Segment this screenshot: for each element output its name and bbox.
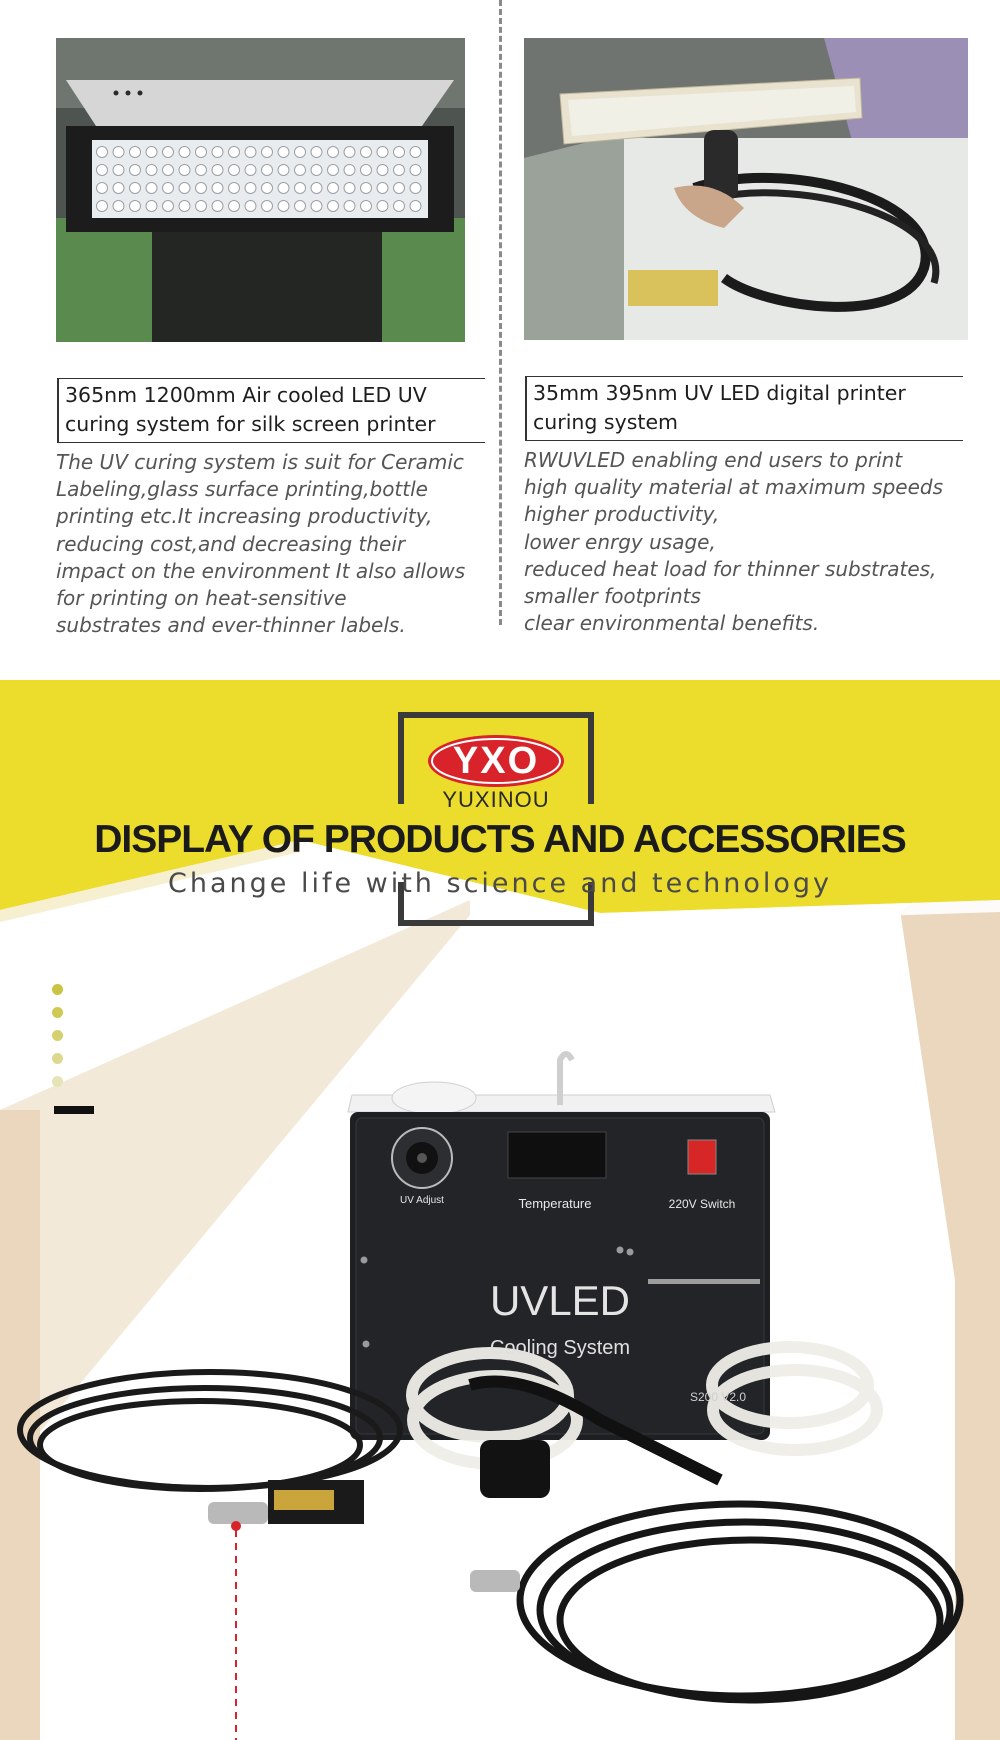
led-chip [311, 183, 322, 194]
led-chip [361, 183, 372, 194]
logo-brand-name: YUXINOU [442, 787, 550, 812]
left-description-line: printing etc.It increasing productivity, [56, 504, 433, 529]
right-caption-line-2: curing system [533, 410, 679, 434]
uv-adjust-label: UV Adjust [400, 1195, 444, 1206]
led-chip [97, 165, 108, 176]
led-chip [278, 147, 289, 158]
led-chip [196, 201, 207, 212]
led-chip [262, 183, 273, 194]
led-chip [229, 147, 240, 158]
uvled-cooling-system-photo [0, 1040, 1000, 1740]
right-caption-line-1: 35mm 395nm UV LED digital printer [533, 381, 906, 405]
led-chip [130, 147, 141, 158]
right-caption [525, 376, 963, 441]
led-chip [113, 147, 124, 158]
led-chip [97, 201, 108, 212]
led-chip [328, 147, 339, 158]
led-chip [229, 201, 240, 212]
led-chip [113, 165, 124, 176]
led-chip [278, 201, 289, 212]
led-chip [113, 201, 124, 212]
column-divider [499, 0, 502, 625]
led-chip [113, 183, 124, 194]
led-chip [163, 201, 174, 212]
led-chip [130, 201, 141, 212]
right-description [524, 447, 984, 637]
led-chip [377, 147, 388, 158]
led-chip [245, 147, 256, 158]
led-chip [179, 183, 190, 194]
product-title: UVLED [489, 1277, 631, 1324]
led-chip [328, 165, 339, 176]
led-chip [196, 183, 207, 194]
left-description-line: impact on the environment It also allows [56, 558, 466, 583]
led-chip [130, 165, 141, 176]
led-chip [311, 201, 322, 212]
led-chip [311, 165, 322, 176]
led-chip [344, 183, 355, 194]
led-chip [295, 147, 306, 158]
led-chip [245, 165, 256, 176]
led-chip [410, 183, 421, 194]
led-chip [130, 183, 141, 194]
led-chip [410, 147, 421, 158]
decor-dot [52, 1007, 63, 1018]
left-description-line: The UV curing system is suit for Ceramic [56, 450, 464, 474]
led-chip [146, 201, 157, 212]
led-chip [344, 165, 355, 176]
led-chip [278, 183, 289, 194]
led-chip [212, 147, 223, 158]
right-description-line: smaller footprints [524, 584, 701, 609]
uv-printer-lamp-photo [524, 38, 968, 340]
led-chip [229, 183, 240, 194]
led-chip [394, 201, 405, 212]
led-chip [377, 165, 388, 176]
led-chip [179, 165, 190, 176]
decor-dot [52, 984, 63, 995]
left-description-line: substrates and ever-thinner labels. [56, 613, 406, 638]
led-chip [245, 183, 256, 194]
led-chip [179, 201, 190, 212]
led-chip [163, 183, 174, 194]
led-chip [344, 201, 355, 212]
led-chip [394, 147, 405, 158]
led-chip [212, 201, 223, 212]
led-chip [146, 165, 157, 176]
right-description-line: high quality material at maximum speeds [524, 475, 943, 500]
led-chip [410, 165, 421, 176]
right-description-line: clear environmental benefits. [524, 611, 820, 636]
led-chip [179, 147, 190, 158]
led-chip [328, 201, 339, 212]
led-chip [311, 147, 322, 158]
left-caption-line-1: 365nm 1200mm Air cooled LED UV [65, 383, 427, 407]
led-chip [295, 201, 306, 212]
led-chip [196, 165, 207, 176]
led-chip [229, 165, 240, 176]
led-chip [410, 201, 421, 212]
left-description-line: reducing cost,and decreasing their [56, 531, 406, 556]
led-chip [212, 183, 223, 194]
model-label: S200 V2.0 [690, 1390, 747, 1404]
led-chip [163, 147, 174, 158]
led-chip [146, 147, 157, 158]
led-chip [262, 201, 273, 212]
led-chip [377, 183, 388, 194]
led-chip [196, 147, 207, 158]
left-description [56, 449, 496, 639]
right-description-line: RWUVLED enabling end users to print [524, 448, 903, 472]
led-chip [295, 165, 306, 176]
led-chip [146, 183, 157, 194]
led-chip [262, 147, 273, 158]
left-caption-line-2: curing system for silk screen printer [65, 412, 436, 436]
led-chip [97, 183, 108, 194]
product-subtitle: Cooling System [489, 1337, 631, 1359]
led-chip [361, 147, 372, 158]
uv-lamp-photo [56, 38, 465, 342]
led-chip [295, 183, 306, 194]
section-title: DISPLAY OF PRODUCTS AND ACCESSORIES [94, 818, 906, 861]
left-description-line: for printing on heat-sensitive [56, 586, 347, 611]
switch-label: 220V Switch [668, 1197, 736, 1211]
section-subtitle: Change life with science and technology [167, 868, 832, 899]
led-chip [344, 147, 355, 158]
right-description-line: higher productivity, [524, 502, 720, 527]
led-chip [212, 165, 223, 176]
right-description-line: reduced heat load for thinner substrates, [524, 556, 937, 581]
left-description-line: Labeling,glass surface printing,bottle [56, 477, 428, 502]
led-chip [328, 183, 339, 194]
led-chip [262, 165, 273, 176]
led-chip [163, 165, 174, 176]
led-chip [361, 165, 372, 176]
led-chip [278, 165, 289, 176]
led-chip [394, 165, 405, 176]
temperature-label: Temperature [518, 1196, 592, 1211]
led-chip [361, 201, 372, 212]
led-chip [245, 201, 256, 212]
led-chip [97, 147, 108, 158]
logo-mark: YXO [452, 740, 540, 782]
right-description-line: lower enrgy usage, [524, 529, 716, 554]
led-chip [377, 201, 388, 212]
left-caption [57, 378, 485, 443]
led-chip [394, 183, 405, 194]
